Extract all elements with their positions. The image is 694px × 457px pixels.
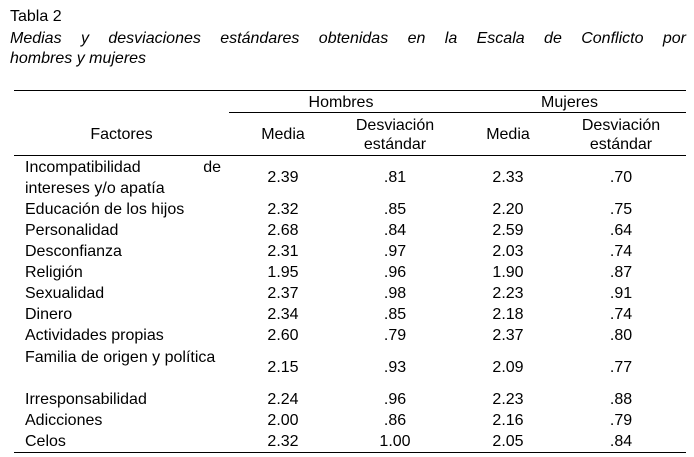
hombres-desviacion-cell: .79: [383, 327, 407, 344]
hombres-media-cell: 2.24: [267, 391, 299, 408]
mujeres-media-cell: 1.90: [492, 264, 524, 281]
mujeres-desviacion-cell: .74: [609, 243, 633, 260]
hombres-desviacion-cell: .85: [383, 306, 407, 323]
hombres-media-cell: 2.32: [267, 433, 299, 450]
hombres-media-cell: 2.00: [267, 412, 299, 429]
hombres-desviacion-cell: .97: [383, 243, 407, 260]
column-header-media-mujeres: Media: [486, 126, 530, 143]
factor-cell: Desconfianza: [25, 243, 122, 260]
hombres-media-cell: 2.37: [267, 285, 299, 302]
top-rule: [14, 90, 686, 91]
table-caption: [10, 29, 686, 69]
mujeres-desviacion-cell: .87: [609, 264, 633, 281]
column-header-desviacion-hombres: [337, 116, 453, 154]
factor-cell: Dinero: [25, 306, 73, 323]
desviacion-line-1: Desviación: [355, 117, 435, 134]
group-header-mujeres: Mujeres: [541, 94, 598, 111]
hombres-media-cell: 2.39: [267, 169, 299, 186]
caption-line-2: hombres y mujeres: [10, 50, 147, 67]
factor-cell: Irresponsabilidad: [25, 391, 147, 408]
hombres-desviacion-cell: .84: [383, 222, 407, 239]
hombres-desviacion-cell: 1.00: [379, 433, 411, 450]
mujeres-media-cell: 2.05: [492, 433, 524, 450]
mujeres-media-cell: 2.23: [492, 391, 524, 408]
factor-cell: Educación de los hijos: [25, 201, 185, 218]
hombres-media-cell: 2.60: [267, 327, 299, 344]
mujeres-media-cell: 2.20: [492, 201, 524, 218]
factor-cell: Religión: [25, 264, 83, 281]
factor-cell: Sexualidad: [25, 285, 105, 302]
column-header-factores: Factores: [90, 126, 153, 143]
hombres-desviacion-cell: .96: [383, 264, 407, 281]
caption-line-1: Medias y desviaciones estándares obtenidas en la Escala de Conflicto por: [10, 30, 686, 47]
mujeres-desviacion-cell: .64: [609, 222, 633, 239]
hombres-desviacion-cell: .96: [383, 391, 407, 408]
hombres-media-cell: 2.32: [267, 201, 299, 218]
hombres-desviacion-cell: .86: [383, 412, 407, 429]
mujeres-desviacion-cell: .91: [609, 285, 633, 302]
mujeres-media-cell: 2.23: [492, 285, 524, 302]
hombres-desviacion-cell: .85: [383, 201, 407, 218]
mujeres-media-cell: 2.37: [492, 327, 524, 344]
mujeres-desviacion-cell: .88: [609, 391, 633, 408]
mujeres-desviacion-cell: .74: [609, 306, 633, 323]
factor-cell: Celos: [25, 433, 66, 450]
mujeres-media-cell: 2.03: [492, 243, 524, 260]
factor-cell: Adicciones: [25, 412, 103, 429]
desviacion-line-1: Desviación: [581, 117, 661, 134]
hombres-media-cell: 2.31: [267, 243, 299, 260]
mujeres-desviacion-cell: .77: [609, 359, 633, 376]
header-bottom-rule: [14, 155, 686, 156]
factor-cell: Actividades propias: [25, 327, 164, 344]
mujeres-media-cell: 2.33: [492, 169, 524, 186]
hombres-media-cell: 2.34: [267, 306, 299, 323]
mujeres-desviacion-cell: .70: [609, 169, 633, 186]
hombres-media-cell: 2.15: [267, 359, 299, 376]
group-header-hombres: Hombres: [308, 94, 374, 111]
column-header-desviacion-mujeres: [563, 116, 679, 154]
bottom-rule: [14, 452, 686, 453]
mujeres-desviacion-cell: .84: [609, 433, 633, 450]
mujeres-media-cell: 2.16: [492, 412, 524, 429]
hombres-desviacion-cell: .98: [383, 285, 407, 302]
desviacion-line-2: estándar: [363, 136, 427, 153]
mujeres-media-cell: 2.18: [492, 306, 524, 323]
hombres-desviacion-cell: .81: [383, 169, 407, 186]
mujeres-desviacion-cell: .79: [609, 412, 633, 429]
mujeres-desviacion-cell: .75: [609, 201, 633, 218]
mujeres-media-cell: 2.59: [492, 222, 524, 239]
factor-cell: Incompatibilidad de intereses y/o apatía: [25, 159, 221, 197]
hombres-media-cell: 2.68: [267, 222, 299, 239]
table-number: Tabla 2: [10, 8, 62, 25]
column-header-media-hombres: Media: [261, 126, 305, 143]
mujeres-media-cell: 2.09: [492, 359, 524, 376]
desviacion-line-2: estándar: [589, 136, 653, 153]
hombres-media-cell: 1.95: [267, 264, 299, 281]
group-header-rule: [229, 112, 686, 113]
factor-cell: Familia de origen y política: [25, 349, 216, 366]
mujeres-desviacion-cell: .80: [609, 327, 633, 344]
hombres-desviacion-cell: .93: [383, 359, 407, 376]
factor-cell: Personalidad: [25, 222, 119, 239]
